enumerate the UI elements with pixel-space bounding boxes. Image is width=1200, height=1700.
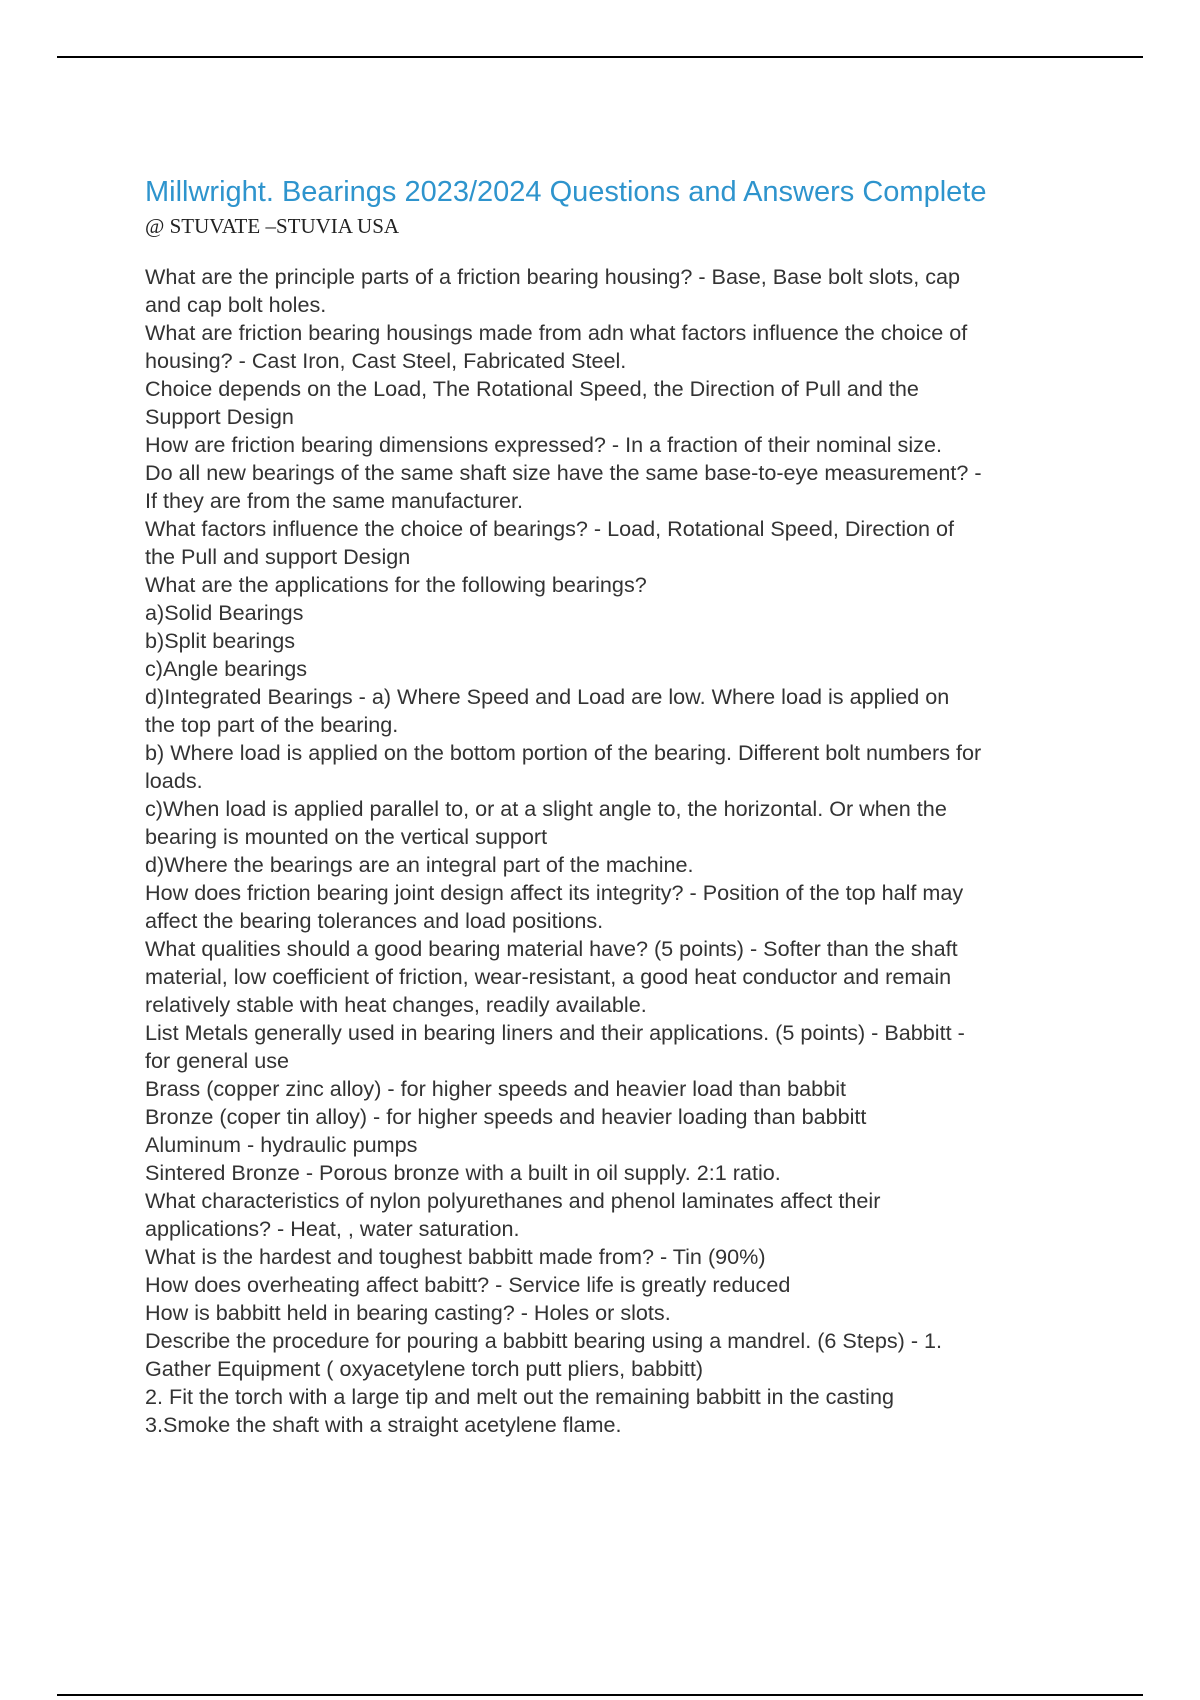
text-line: How does overheating affect babitt? - Service life is greatly reduced: [145, 1272, 791, 1297]
text-line: List Metals generally used in bearing liners and their applications. (5 points) - Babbitt -: [145, 1020, 965, 1045]
text-line: Describe the procedure for pouring a babbitt bearing using a mandrel. (6 Steps) - 1.: [145, 1328, 943, 1353]
text-line: Aluminum - hydraulic pumps: [145, 1132, 418, 1157]
footer-rule: [57, 1694, 1143, 1696]
text-line: b) Where load is applied on the bottom portion of the bearing. Different bolt numbers for: [145, 740, 982, 765]
document-title: Millwright. Bearings 2023/2024 Questions and Answers Complete: [145, 176, 987, 208]
text-line: Do all new bearings of the same shaft size have the same base-to-eye measurement? -: [145, 460, 982, 485]
text-line: 3.Smoke the shaft with a straight acetylene flame.: [145, 1412, 622, 1437]
text-line: How is babbitt held in bearing casting? - Holes or slots.: [145, 1300, 671, 1325]
text-line: Brass (copper zinc alloy) - for higher speeds and heavier load than babbit: [145, 1076, 846, 1101]
text-line: How are friction bearing dimensions expressed? - In a fraction of their nominal size.: [145, 432, 942, 457]
text-line: the top part of the bearing.: [145, 712, 399, 737]
text-line: and cap bolt holes.: [145, 292, 327, 317]
text-line: How does friction bearing joint design affect its integrity? - Position of the top half may: [145, 880, 964, 905]
text-line: for general use: [145, 1048, 290, 1073]
text-line: Sintered Bronze - Porous bronze with a built in oil supply. 2:1 ratio.: [145, 1160, 781, 1185]
text-line: What characteristics of nylon polyurethanes and phenol laminates affect their: [145, 1188, 881, 1213]
text-line: housing? - Cast Iron, Cast Steel, Fabricated Steel.: [145, 348, 627, 373]
text-line: a)Solid Bearings: [145, 600, 304, 625]
text-line: What are the applications for the following bearings?: [145, 572, 647, 597]
text-line: What qualities should a good bearing material have? (5 points) - Softer than the shaft: [145, 936, 958, 961]
text-line: b)Split bearings: [145, 628, 296, 653]
text-line: Choice depends on the Load, The Rotational Speed, the Direction of Pull and the: [145, 376, 919, 401]
text-line: What are friction bearing housings made from adn what factors influence the choice of: [145, 320, 968, 345]
text-line: c)Angle bearings: [145, 656, 308, 681]
text-line: 2. Fit the torch with a large tip and melt out the remaining babbitt in the casting: [145, 1384, 895, 1409]
document-subtitle: @ STUVATE –STUVIA USA: [145, 214, 400, 238]
text-line: What factors influence the choice of bearings? - Load, Rotational Speed, Direction of: [145, 516, 955, 541]
text-line: What is the hardest and toughest babbitt made from? - Tin (90%): [145, 1244, 766, 1269]
text-line: d)Where the bearings are an integral part of the machine.: [145, 852, 694, 877]
text-line: the Pull and support Design: [145, 544, 411, 569]
text-line: c)When load is applied parallel to, or at a slight angle to, the horizontal. Or when the: [145, 796, 947, 821]
text-line: relatively stable with heat changes, readily available.: [145, 992, 647, 1017]
text-line: material, low coefficient of friction, wear-resistant, a good heat conductor and remain: [145, 964, 952, 989]
text-line: Support Design: [145, 404, 294, 429]
text-line: If they are from the same manufacturer.: [145, 488, 524, 513]
qa-body: [145, 263, 1085, 1439]
text-line: Gather Equipment ( oxyacetylene torch putt pliers, babbitt): [145, 1356, 704, 1381]
text-line: affect the bearing tolerances and load positions.: [145, 908, 604, 933]
text-line: bearing is mounted on the vertical support: [145, 824, 548, 849]
text-line: d)Integrated Bearings - a) Where Speed and Load are low. Where load is applied on: [145, 684, 950, 709]
text-line: Bronze (coper tin alloy) - for higher speeds and heavier loading than babbitt: [145, 1104, 867, 1129]
header-rule: [57, 56, 1143, 58]
text-line: loads.: [145, 768, 203, 793]
text-line: What are the principle parts of a friction bearing housing? - Base, Base bolt slots, cap: [145, 264, 961, 289]
text-line: applications? - Heat, , water saturation.: [145, 1216, 520, 1241]
